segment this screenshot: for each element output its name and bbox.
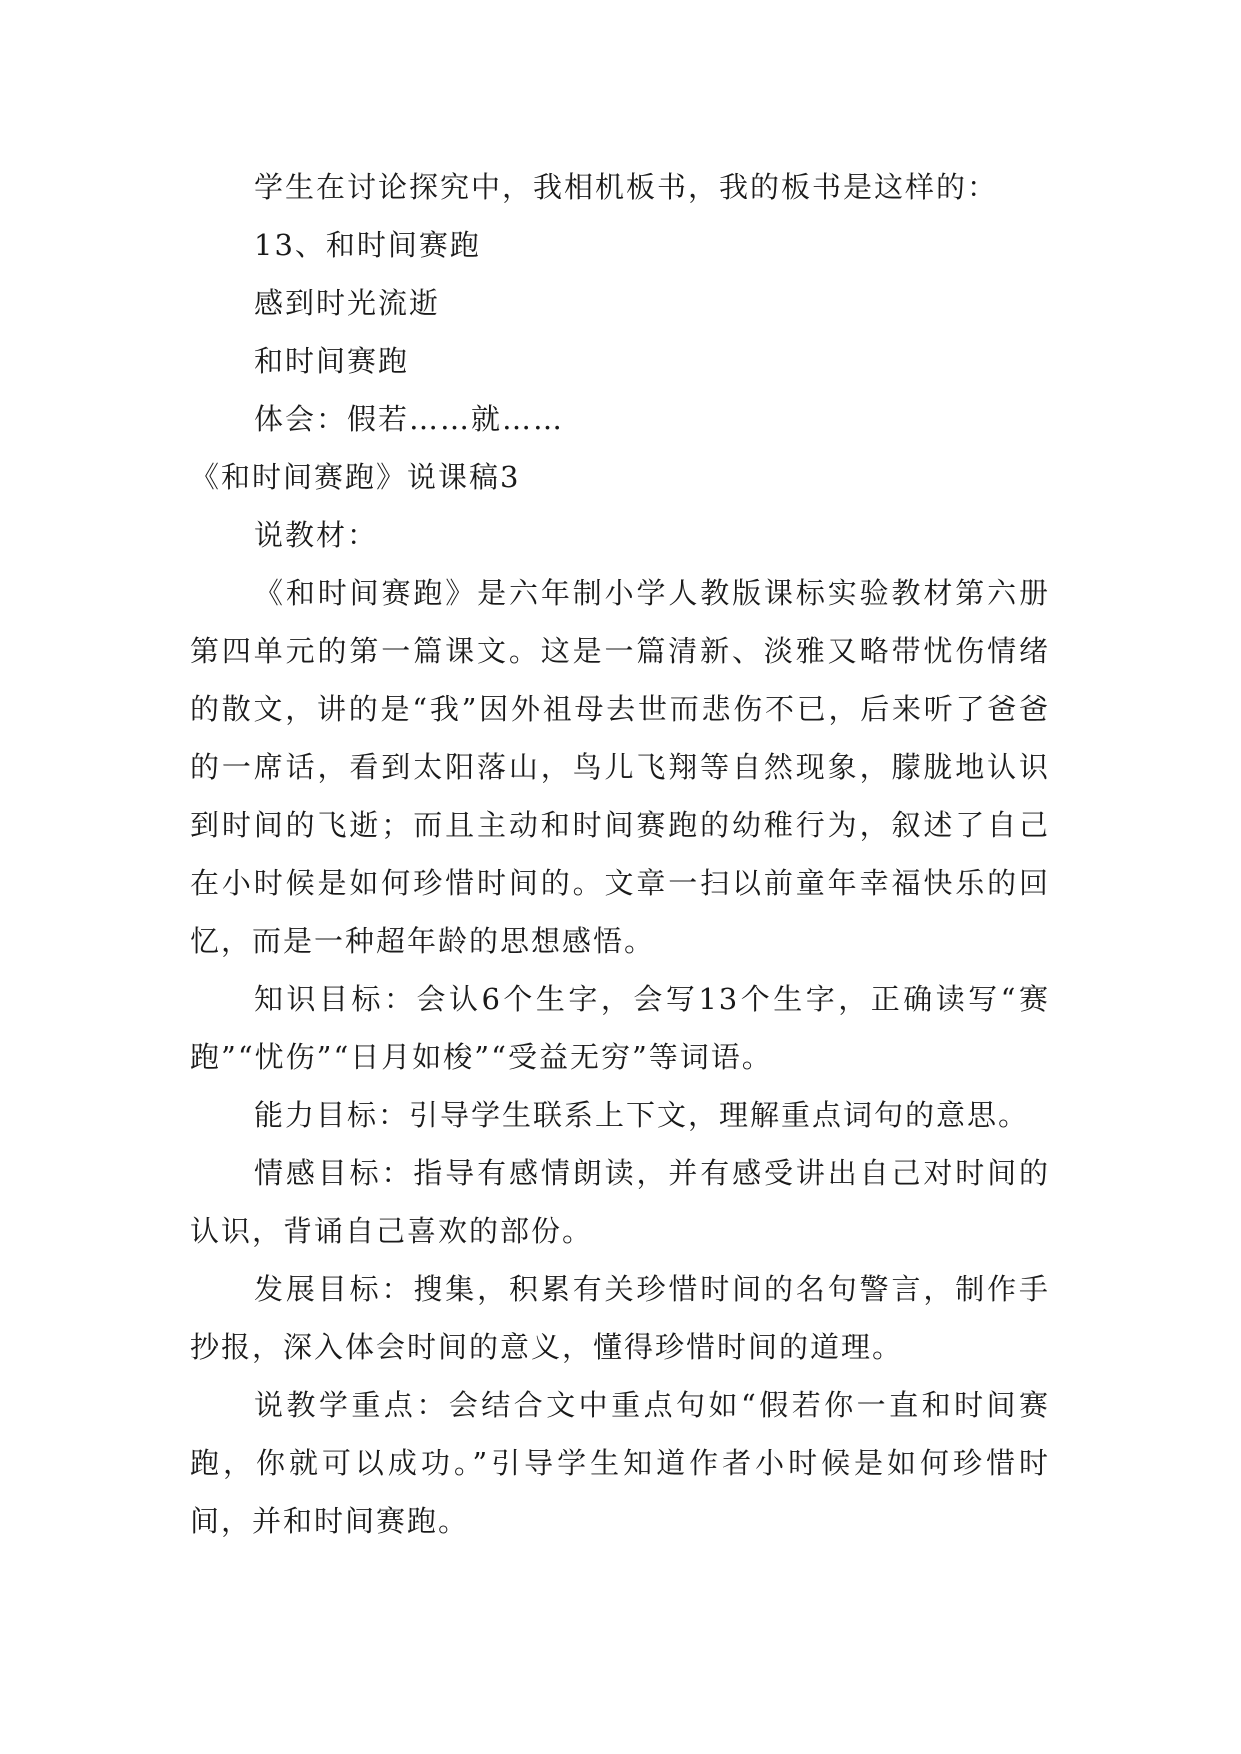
section-label: 说教材： bbox=[254, 518, 379, 552]
paragraph-emotion-goal: 情感目标：指导有感情朗读，并有感受讲出自己对时间的认识，背诵自己喜欢的部份。 bbox=[190, 1156, 1050, 1248]
board-line: 感到时光流逝 bbox=[254, 286, 441, 320]
section-title: 《和时间赛跑》说课稿3 bbox=[190, 460, 521, 494]
paragraph-knowledge-goal: 知识目标：会认6个生字，会写13个生字，正确读写“赛跑”“忧伤”“日月如梭”“受益无穷”等词语。 bbox=[190, 982, 1050, 1074]
paragraph-teaching-focus: 说教学重点：会结合文中重点句如“假若你一直和时间赛跑，你就可以成功。”引导学生知道作者小时候是如何珍惜时间，并和时间赛跑。 bbox=[190, 1388, 1050, 1538]
paragraph-ability-goal: 能力目标：引导学生联系上下文，理解重点词句的意思。 bbox=[254, 1098, 1030, 1132]
paragraph-development-goal: 发展目标：搜集，积累有关珍惜时间的名句警言，制作手抄报，深入体会时间的意义，懂得珍惜时间的道理。 bbox=[190, 1272, 1050, 1364]
board-line: 和时间赛跑 bbox=[254, 344, 410, 378]
paragraph-textbook: 《和时间赛跑》是六年制小学人教版课标实验教材第六册第四单元的第一篇课文。这是一篇清新、淡雅又略带忧伤情绪的散文，讲的是“我”因外祖母去世而悲伤不已，后来听了爸爸的一席话，看到太阳落山，鸟儿飞翔等自然现象，朦胧地认识到时间的飞逝；而且主动和时间赛跑的幼稚行为，叙述了自己在小时候是如何珍惜时间的。文章一扫以前童年幸福快乐的回忆，而是一种超年龄的思想感悟。 bbox=[190, 576, 1050, 958]
board-line: 体会：假若……就…… bbox=[254, 402, 565, 436]
board-line: 13、和时间赛跑 bbox=[254, 228, 481, 262]
board-intro: 学生在讨论探究中，我相机板书，我的板书是这样的： bbox=[254, 170, 999, 204]
document-body bbox=[190, 158, 1050, 1550]
